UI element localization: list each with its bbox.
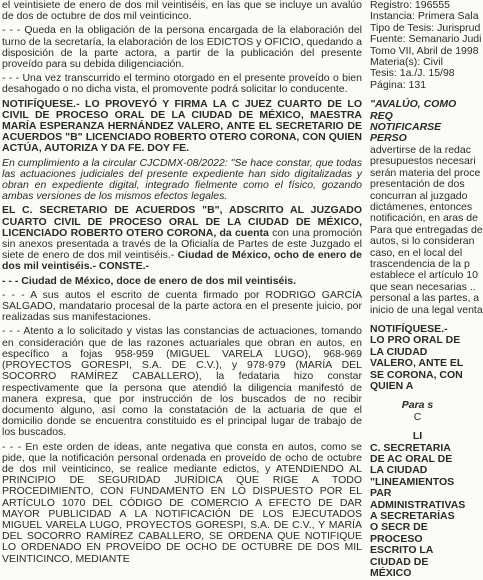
quote-line-1: presupuestos necesari — [370, 155, 476, 168]
paragraph-orden: - - - En este orden de ideas, ante negativa que consta en autos, como se pide, que la notificación personal ordenada en proveído de ocho de octubre de dos mil veinticinco, se realice mediante edictos, y ATENDIENDO AL PRINCIPIO DE SEGURIDAD JURÍDICA QUE RIGE A TODO PROCEDIMIENTO, CON FUNDAMENTO EN LO DISPUESTO POR EL ARTÍCULO 1070 DEL CÓDIGO DE COMERCIO A EFECTO DE DAR MAYOR PUBLICIDAD A LA NOTIFICACIÓN DE LOS EJECUTADOS MIGUEL VARELA LUGO, PROYECTOS GORESPI, S.A. DE C.V., Y MARÍA DEL SOCORRO RAMÍREZ CABALLERO, SE ORDENA QUE NOTIFIQUE LO ORDENADO EN PROVEÍDO DE OCHO DE OCTUBRE DE DOS MIL VEINTICINCO, MEDIANTE — [2, 440, 362, 565]
quote-line-5: dictámenes, entonces — [370, 200, 473, 213]
quote-line-4: concurran al juzgado — [370, 189, 468, 202]
right-column — [370, 0, 483, 580]
cuenta-text: con una promoción sin anexos presentada a través de la Oficialía de Partes de este Juzgado el siete de enero de dos mil veintiséis.- — [2, 226, 362, 262]
quote-line-0: advertirse de la redac — [370, 143, 471, 156]
meta-line-5: Materia(s): Civil — [370, 56, 443, 69]
quote-line-10: trascendencia de la p — [370, 257, 470, 270]
quote-line-7: Para que entregadas de — [370, 223, 483, 236]
quote-line-14: inicio de una legal venta — [370, 303, 483, 316]
quote-line-11: establece el artículo 10 — [370, 269, 478, 282]
meta-line-3: Fuente: Semanario Judi — [370, 33, 482, 46]
circular-note: En cumplimiento a la circular CJCDMX-08/2022: "Se hace constar, que todas las actuaciones judiciales del presente expediente han sido digitalizadas y obran en expediente digital, integrado fielmente como el físico, gozando ambas versiones de los mismos efectos legales. — [2, 156, 362, 203]
date-line: - - - Ciudad de México, doce de enero de dos mil veintiséis. — [2, 274, 297, 287]
meta-line-7: Página: 131 — [370, 78, 427, 91]
right-notification: NOTIFÍQUESE.- LO PRO ORAL DE LA CIUDAD VALERO, ANTE EL SE CORONA, CON QUIEN A — [370, 322, 464, 392]
meta-line-6: Tesis: 1a./J. 15/98 — [370, 67, 455, 80]
meta-line-1: Instancia: Primera Sala — [370, 10, 479, 23]
paragraph-termino: - - - Una vez transcurrido el termino otorgado en el presente proveído o bien desahogado o no dicha vista, el promovente podrá solicitar lo conducente. — [2, 72, 362, 96]
meta-line-4: Tomo VII, Abril de 1998 — [370, 44, 479, 57]
quote-line-3: presentación de dos — [370, 178, 465, 191]
left-column — [2, 0, 362, 565]
quote-line-6: notificación, en aras de — [370, 212, 478, 225]
c-line: C — [413, 410, 422, 423]
quote-title: "AVALÚO, COMO REQ NOTIFICARSE PERSO — [370, 98, 457, 145]
paragraph-cuenta — [2, 205, 362, 272]
quote-line-9: caso, en el local del — [370, 246, 463, 259]
quote-line-8: autos, si lo consideran — [370, 235, 475, 248]
cuenta-conste: Ciudad de México, ocho de enero de dos mil veintiséis.- CONSTE.- — [2, 249, 362, 273]
meta-line-0: Registro: 196555 — [370, 0, 450, 11]
paragraph-atento: - - - Atento a lo solicitado y vistas las constancias de actuaciones, tomando en consideración que de las razones actuariales que obran en autos, en específico a fojas 958-959 (MIGUEL VARELA LUGO), 968-969 (PROYECTOS GORESPI, S.A. DE C.V.), y 978-979 (MARÍA DEL SOCORRO RAMÍREZ CABALLERO), la fedataria hizo constar respectivamente que la persona que atendió la diligencia manifestó de manera expresa, que por instrucción de los buscados de no recibir documento alguno, así como la constatación de la actuaria de que el domicilio donde se encuentra constituido es el principal lugar de trabajo de los buscados. — [2, 325, 362, 439]
cuenta-heading: EL C. SECRETARIO DE ACUERDOS "B", ADSCRITO AL JUZGADO CUARTO CIVIL DE PROCESO ORAL DE LA CIUDAD DE MÉXICO, LICENCIADO ROBERTO OTERO CORONA, da cuenta — [2, 204, 362, 239]
paragraph-autos: - - - A sus autos el escrito de cuenta firmado por RODRIGO GARCÍA SALGADO, mandatario procesal de la parte actora en el presente juicio, por realizadas sus manifestaciones. — [2, 288, 362, 324]
quote-line-12: que sean necesarias .. — [370, 280, 476, 293]
para-line: Para s — [401, 399, 434, 412]
notification-signature: NOTIFÍQUESE.- LO PROVEYÓ Y FIRMA LA C JUEZ CUARTO DE LO CIVIL DE PROCESO ORAL DE LA CIUDAD DE MÉXICO, MAESTRA MARÍA ESPERANZA HERNÁNDEZ VALERO, ANTE EL SECRETARIO DE ACUERDOS "B" LICENCIADO ROBERTO OTERO CORONA, CON QUIEN ACTÚA, AUTORIZA Y DA FE. DOY FE. — [2, 97, 362, 155]
li-line: LI — [412, 430, 423, 443]
paragraph-intro: el veintisiete de enero de dos mil veintiséis, en las que se incluye un avalúo de dos de octubre de dos mil veinticinco. — [2, 0, 362, 23]
right-lower-block: C. SECRETARIA DE AC ORAL DE LA CIUDAD "LINEAMIENTOS PAR ADMINISTRATIVAS A SECRETARÍAS O SECR DE PROCESO ESCRITO LA CIUDAD DE MÉXICO — [370, 441, 466, 580]
paragraph-edictos: - - - Queda en la obligación de la persona encargada de la elaboración del turno de la secretaría, la elaboración de los EDICTOS y OFICIO, quedando a disposición de la parte actora, a partir de la publicación del presente proveído para su debida diligenciación. — [2, 24, 362, 71]
quote-line-2: serán materia del proce — [370, 166, 481, 179]
quote-line-13: personal a las partes, a — [370, 292, 480, 305]
meta-line-2: Tipo de Tesis: Jurisprud — [370, 21, 481, 34]
